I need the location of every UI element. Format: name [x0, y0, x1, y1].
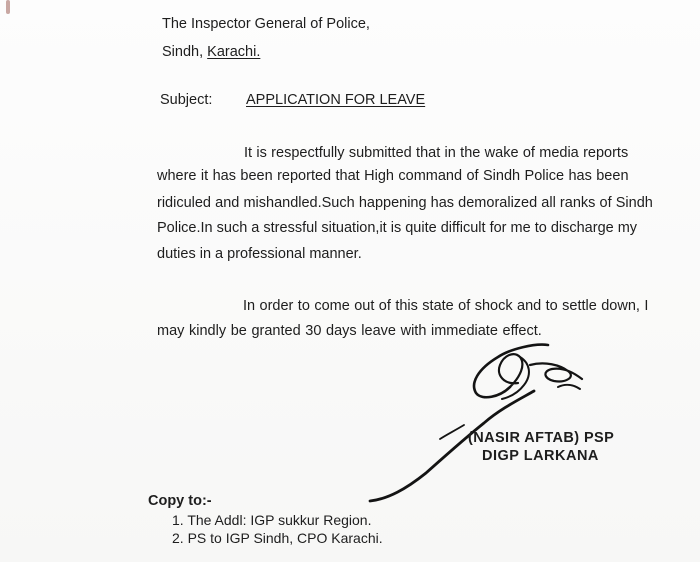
handwritten-signature	[360, 335, 600, 515]
paper-edge-mark	[6, 0, 10, 14]
signatory-designation: DIGP LARKANA	[482, 448, 599, 464]
body-paragraph-2-line-2: may kindly be granted 30 days leave with immediate effect.	[157, 323, 542, 339]
addressee-city: Karachi.	[207, 44, 261, 60]
addressee-line-2	[162, 45, 260, 60]
body-paragraph-1-line-1: It is respectfully submitted that in the wake of media reports	[244, 145, 629, 161]
body-paragraph-2-line-1: In order to come out of this state of shock and to settle down, I	[243, 298, 649, 314]
addressee-line-1: The Inspector General of Police,	[162, 16, 370, 32]
addressee-city-prefix: Sindh,	[162, 44, 208, 60]
signatory-name: (NASIR AFTAB) PSP	[468, 430, 615, 446]
subject-label: Subject:	[160, 92, 213, 108]
subject-text: APPLICATION FOR LEAVE	[246, 92, 426, 108]
body-paragraph-1-line-5: duties in a professional manner.	[157, 246, 362, 262]
body-paragraph-1-line-2: where it has been reported that High command of Sindh Police has been	[157, 168, 629, 184]
body-paragraph-1-line-3: ridiculed and mishandled.Such happening has demoralized all ranks of Sindh	[157, 195, 653, 211]
body-paragraph-1-line-4: Police.In such a stressful situation,it is quite difficult for me to discharge my	[157, 220, 638, 236]
copy-to-item-1: 1. The Addl: IGP sukkur Region.	[172, 512, 372, 528]
copy-to-heading: Copy to:-	[148, 493, 212, 509]
copy-to-item-2: 2. PS to IGP Sindh, CPO Karachi.	[172, 530, 383, 546]
